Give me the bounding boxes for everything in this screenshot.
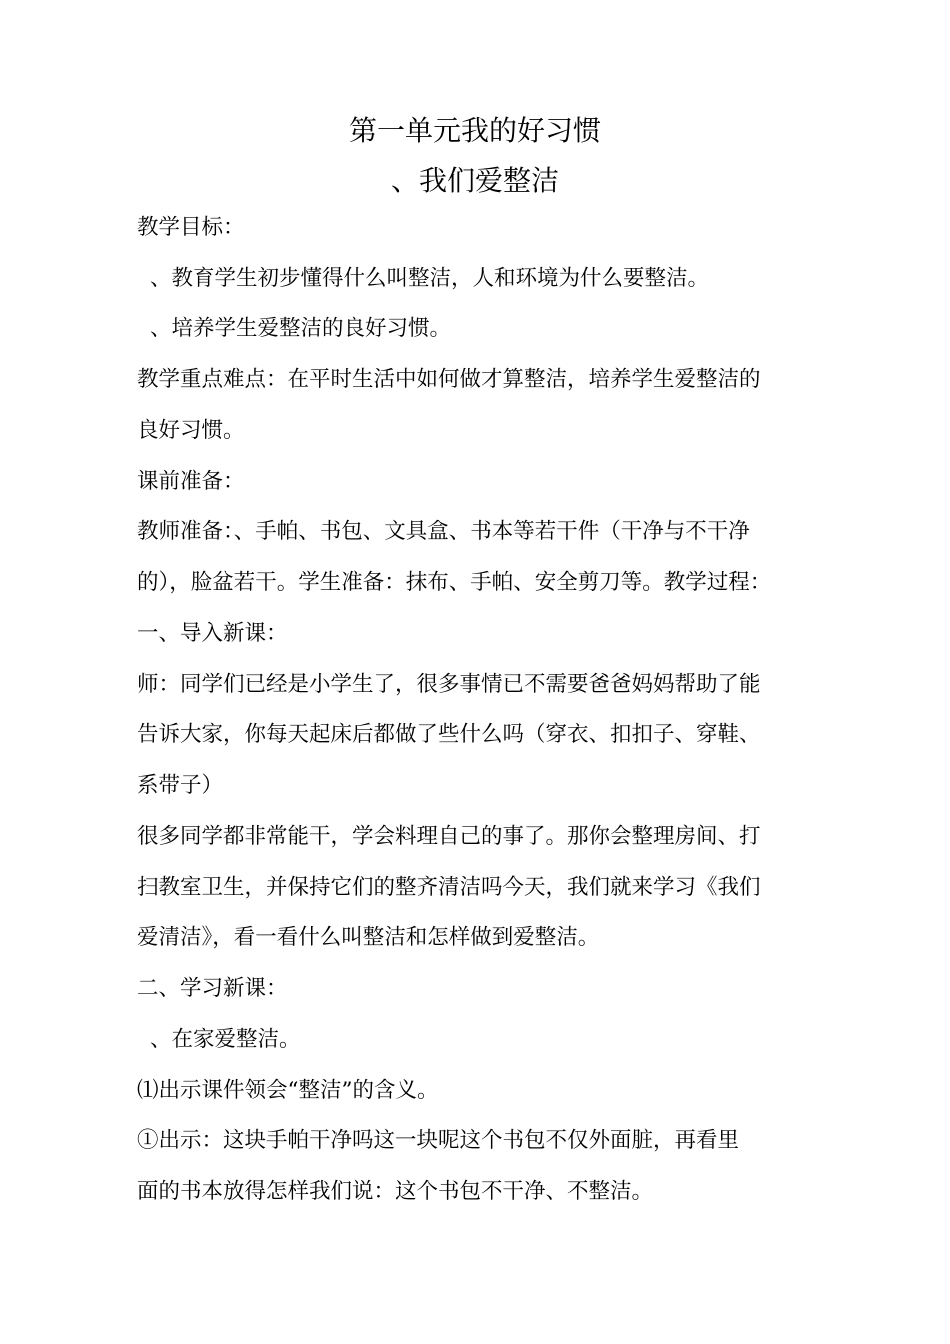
- text-line: 一、导入新课：: [137, 621, 288, 646]
- text-line: 、教育学生初步懂得什么叫整洁，人和环境为什么要整洁。: [150, 266, 710, 291]
- text-line: 系带子）: [137, 773, 224, 798]
- text-line: 师：同学们已经是小学生了，很多事情已不需要爸爸妈妈帮助了能: [137, 672, 761, 697]
- text-line: 很多同学都非常能干，学会料理自己的事了。那你会整理房间、打: [137, 824, 761, 849]
- text-line: 教学目标：: [137, 215, 245, 240]
- text-line: 告诉大家，你每天起床后都做了些什么吗（穿衣、扣扣子、穿鞋、: [137, 722, 761, 747]
- text-line: 、在家爱整洁。: [150, 1027, 301, 1052]
- text-line: 面的书本放得怎样我们说：这个书包不干净、不整洁。: [137, 1179, 654, 1204]
- text-line: 扫教室卫生，并保持它们的整齐清洁吗今天，我们就来学习《我们: [137, 875, 761, 900]
- text-line: ①出示：这块手帕干净吗这一块呢这个书包不仅外面脏，再看里: [137, 1128, 740, 1153]
- text-line: 、培养学生爱整洁的良好习惯。: [150, 316, 452, 341]
- text-line: 爱清洁》，看一看什么叫整洁和怎样做到爱整洁。: [137, 925, 600, 950]
- document-subtitle: 、我们爱整洁: [390, 164, 559, 197]
- text-line: ⑴出示课件领会“整洁”的含义。: [137, 1078, 439, 1103]
- text-line: 良好习惯。: [137, 418, 245, 443]
- document-title: 第一单元我的好习惯: [348, 114, 601, 147]
- text-line: 课前准备：: [137, 469, 245, 494]
- text-line: 二、学习新课：: [137, 976, 288, 1001]
- text-line: 教师准备：、手帕、书包、文具盒、书本等若干件（干净与不干净: [137, 519, 750, 544]
- text-line: 教学重点难点：在平时生活中如何做才算整洁，培养学生爱整洁的: [137, 367, 761, 392]
- text-line: 的），脸盆若干。学生准备：抹布、手帕、安全剪刀等。教学过程：: [137, 570, 772, 595]
